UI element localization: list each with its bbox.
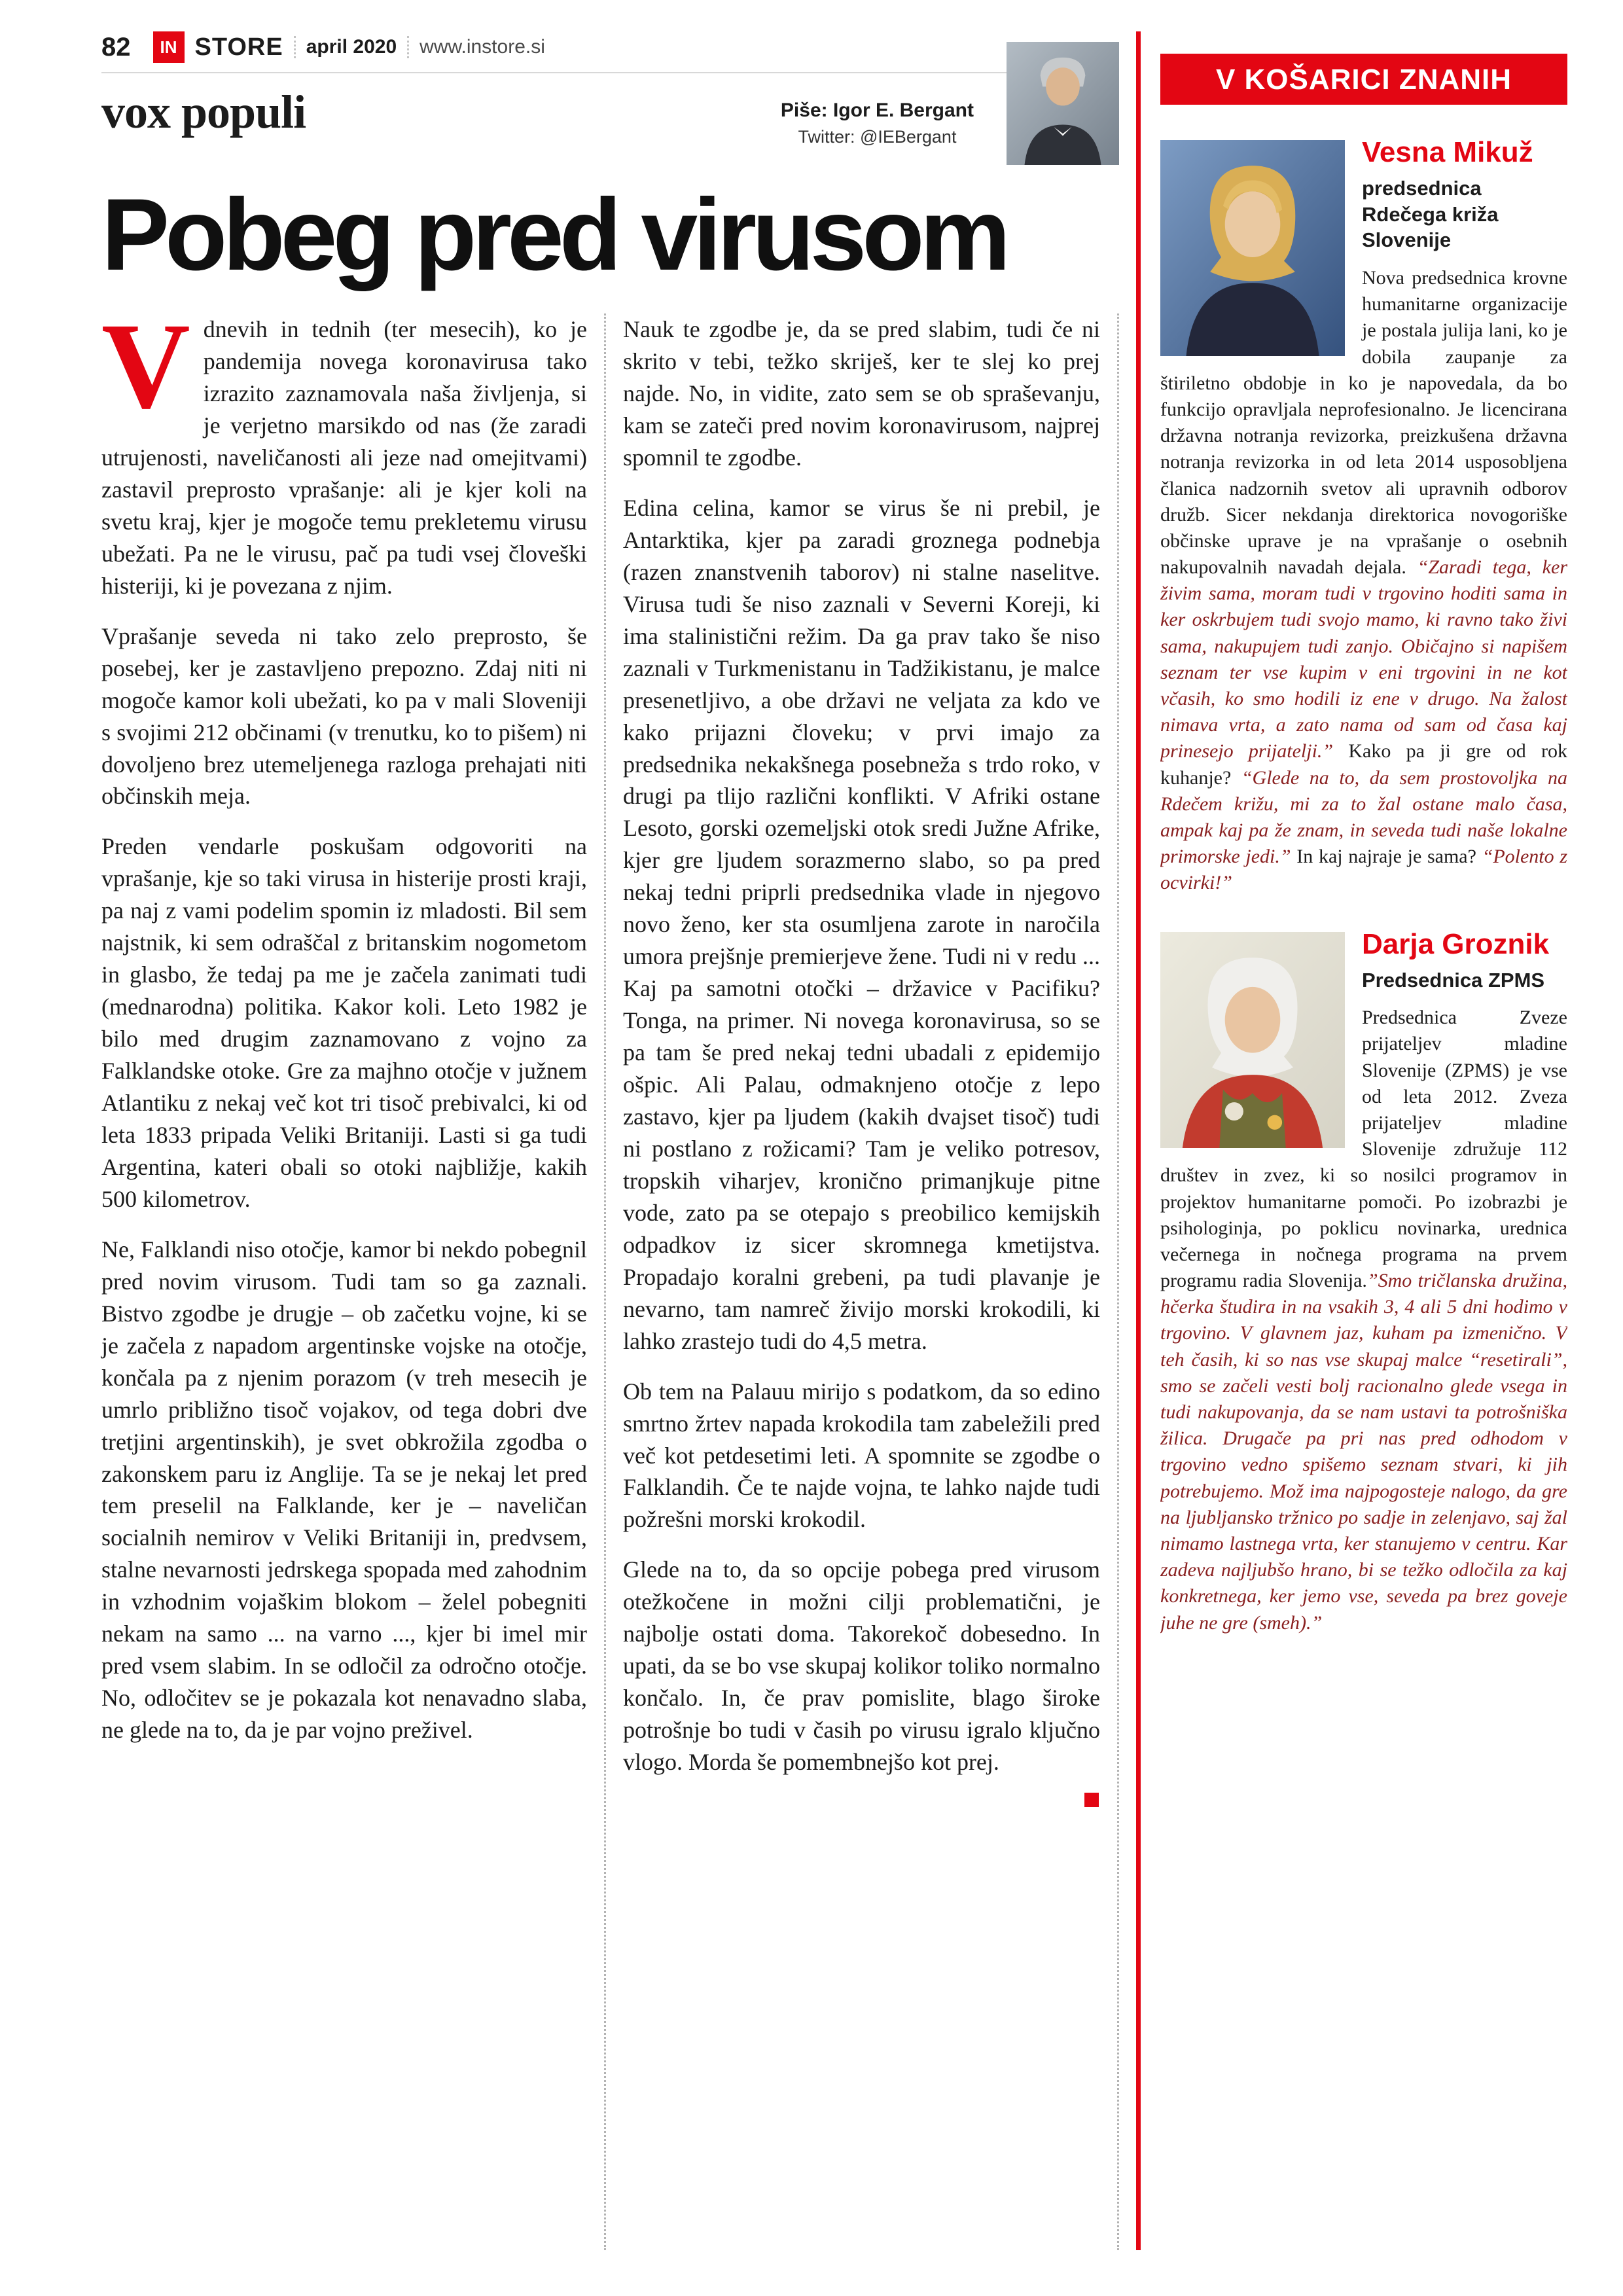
profile-darja-groznik: [1160, 925, 1567, 1636]
darja-groznik-photo: [1160, 932, 1345, 1148]
instore-logo-icon: IN: [153, 31, 185, 63]
byline: [781, 85, 974, 147]
page-content: [101, 31, 1567, 2250]
profile-vesna-mikuz: [1160, 134, 1567, 897]
author-portrait-image: [1007, 42, 1119, 165]
paragraph-text: dnevih in tednih (ter mesecih), ko je pandemija novega koronavirusa tako izrazito zaznamovala naša življenja, si je verjetno marsikdo od nas (že zaradi utrujenosti, naveličanosti ali jeze nad omejitvami) zastavil preprosto vprašanje: ali je kjer koli na svetu kraj, kjer je mogoče temu prekletemu virusu ubežati. Pa ne le virusu, pač pa tudi vsej človeški histeriji, ki je povezana z njim.: [101, 316, 587, 599]
profile-name: Vesna Mikuž: [1362, 136, 1533, 168]
paragraph: Edina celina, kamor se virus še ni prebil, je Antarktika, kjer pa zaradi groznega podnebja (razen znanstvenih taborov) ni stalne naselitve. Virusa tudi še niso zaznali v Severni Koreji, ki ima stalinistični režim. Da ga prav tako še niso zaznali v Turkmenistanu in Tadžikistanu, je malce presenetljivo, a obe državi ne veljata za kdo ve kako prijazni človeku; v prvi imajo za predsednika nekakšnega posebneža s trdo roko, v drugi pa tlijo različni konflikti. V Afriki ostane Lesoto, gorski ozemeljski otok sredi Južne Afrike, kjer gre ljudem sorazmerno slabo, so pa pred nekaj tedni priprli predsednika vlade in njegovo novo ženo, ker sta osumljena zarote in naročila umora prejšnje premierjeve žene. Tudi ni v redu ... Kaj pa samotni otočki – državice v Pacifiku? Tonga, na primer. Ni novega koronavirusa, so se pa tam še pred nekaj tedni ubadali z epidemijo ošpic. Ali Palau, odmaknjeno otočje z lepo zastavo, kjer pa ljudem (kakih dvajset tisoč) tudi ni postlano z rožicami? Tam je veliko potresov, tropskih viharjev, kronično primanjkuje pitne vode, zato pa se otepajo s preobilico kemijskih odpadkov iz sicer skromnega kmetijstva. Propadajo koralni grebeni, pa tudi plavanje je nevarno, tam namreč živijo morski krokodili, ki lahko zrastejo tudi do 4,5 metra.: [623, 494, 1100, 1354]
paragraph: Ob tem na Palauu mirijo s podatkom, da so edino smrtno žrtev napada krokodila tam zabeležili pred več kot petdesetimi leti. A spomnite se zgodbe o Falklandih. Če te najde vojna, te lahko najde tudi požrešni morski krokodil.: [623, 1378, 1100, 1533]
logo-issue-date: april 2020: [306, 36, 397, 58]
vesna-mikuz-portrait-image: [1160, 140, 1345, 356]
paragraph: Glede na to, da so opcije pobega pred virusom otežkočene in možni cilji problematični, je najbolje ostati doma. Takorekoč dobesedno. In upati, da se bo vse skupaj kolikor toliko normalno končalo. In, če prav pomislite, blago široke potrošnje bo tudi v časih po virusu igralo ključno vlogo. Morda še pomembnejšo kot prej.: [623, 1556, 1100, 1776]
page-header: [101, 31, 1119, 73]
paragraph: Nauk te zgodbe je, da se pred slabim, tudi če ni skrito v tebi, težko skriješ, ker te slej ko prej najde. No, in vidite, zato sem se ob spraševanju, kam se zateči pred novim koronavirusom, najprej spomnil te zgodbe.: [623, 316, 1100, 471]
article-end-mark: [1084, 1793, 1099, 1807]
section-header: [101, 73, 1119, 165]
logo-separator: [407, 36, 409, 58]
logo-website-link[interactable]: www.instore.si: [419, 36, 545, 58]
profile-bio: Nova predsednica krovne humanitarne organizacije je postala julija lani, ko je dobila zaupanje za štiriletno obdobje in ko je napovedala, da bo funkcijo opravljala neprofesionalno. Je licencirana državna notranja revizorka, preizkušena državna notranja revizorka in od leta 2014 usposobljena članica nadzornih svetov ali upravnih odborov družb. Sicer nekdanja direktorica novogoriške občinske uprave je na vprašanje o osebnih nakupovalnih navadah dejala. “Zaradi tega, ker živim sama, moram tudi v trgovino hoditi sama in ker oskrbujem tudi svojo mamo, ki ravno tako živi sama, nakupujem tudi zanjo. Običajno si napišem seznam ter vse kupim v eni trgovini in ne kot včasih, ko smo hodili iz ene v drugo. Na žalost nimava vrta, a zato nama od sam od časa kaj prinesejo prijatelji.” Kako pa ji gre od rok kuhanje? “Glede na to, da sem prostovoljka na Rdečem križu, mi za to žal ostane malo časa, ampak kaj pa že znam, in seveda tudi naše lokalne primorske jedi.” In kaj najraje je sama? “Polento z ocvirki!”: [1160, 267, 1567, 894]
profile-role: predsednica Rdečega križa Slovenije: [1362, 177, 1499, 252]
article-title: Pobeg pred virusom: [101, 178, 1007, 292]
article-columns: [101, 297, 1119, 2250]
vesna-mikuz-photo: [1160, 140, 1345, 356]
paragraph: Preden vendarle poskušam odgovoriti na vprašanje, kje so taki virusa in histerije prosti kraji, pa naj z vami podelim spomin iz mladosti. Bil sem najstnik, ki sem odraščal z britanskim nogometom in glasbo, že tedaj pa me je začela zanimati tudi (mednarodna) politika. Kakor koli. Leto 1982 je bilo med drugim zaznamovano z vojno za Falklandske otoke. Gre za majhno otočje v južnem Atlantiku z nekaj več kot tri tisoč prebivalci, ki od leta 1833 pripada Veliki Britaniji. Lasti si ga tudi Argentina, kateri obali so otoki najbližje, kakih 500 kilometrov.: [101, 833, 587, 1212]
article-end-row: [623, 1793, 1100, 1810]
article-column-1: [101, 297, 587, 2250]
byline-author: Piše: Igor E. Bergant: [780, 99, 974, 121]
instore-logo: [153, 31, 545, 63]
article-area: [101, 31, 1119, 2250]
author-photo: [1007, 42, 1119, 165]
profile-bio: Predsednica Zveze prijateljev mladine Slovenije (ZPMS) je vse od leta 2012. Zveza prijateljev mladine Slovenije združuje 112 društev in zvez, ki so nosilci programov in projektov humanitarne pomoči. Po izobrazbi je psihologinja, po poklicu novinarka, urednica večernega in nočnega programa na prvem programu radia Slovenija.”Smo tričlanska družina, hčerka študira in na vsakih 3, 4 ali 5 dni hodimo v trgovino. V glavnem jaz, kuham pa izmenično. V teh časih, ki so nas vse skupaj malce “resetirali”, smo se začeli vesti bolj racionalno glede vsega in tudi nakupovanja, da se nam ustavi ta potrošniška žilica. Drugače pa pri nas pred odhodom v trgovino vedno spišemo seznam stvari, ki jih potrebujemo. Mož ima najpogosteje nalogo, da gre na ljubljansko tržnico po sadje in zelenjavo, saj žal nimamo lastnega vrta, ker stanujemo v centru. Kar zadeva najljubšo hrano, bi se težko odločila za kaj konkretnega, ker jemo vse, seveda pa brez goveje juhe ne gre (smeh).”: [1160, 1007, 1567, 1634]
logo-store-text: STORE: [194, 33, 283, 61]
page-number: 82: [101, 32, 131, 62]
profile-role: Predsednica ZPMS: [1362, 968, 1545, 992]
paragraph: [101, 297, 587, 602]
profile-name: Darja Groznik: [1362, 927, 1550, 960]
darja-groznik-portrait-image: [1160, 932, 1345, 1148]
paragraph: Ne, Falklandi niso otočje, kamor bi nekdo pobegnil pred novim virusom. Tudi tam so ga zaznali. Bistvo zgodbe je drugje – ob začetku vojne, ki se je začela z napadom argentinske vojske na otočje, končala pa z njenim porazom (v treh mesecih je umrlo približno tisoč vojakov, od tega dobri dve tretjini argentinskih), je svet obkrožila zgodba o zakonskem paru iz Anglije. Ta se je nekaj let pred tem preselil na Falklande, ker je – naveličan socialnih nemirov v Veliki Britaniji in, predvsem, stalne nevarnosti jedrskega spopada med zahodnim in vzhodnim vojaškim blokom – želel pobegniti nekam na samo ... na varno ..., kjer bi imel mir pred vsem slabim. In se odločil za odročno otočje. No, odločitev se je pokazala kot nenavadno slaba, ne glede na to, da je par vojno preživel.: [101, 1236, 587, 1744]
article-column-2: [604, 314, 1119, 2250]
byline-twitter-link[interactable]: Twitter: @IEBergant: [798, 127, 957, 147]
section-title: vox populi: [101, 86, 306, 138]
logo-separator: [294, 36, 296, 58]
sidebar: [1136, 31, 1567, 2250]
drop-cap: V: [101, 297, 190, 435]
paragraph: Vprašanje seveda ni tako zelo preprosto, še posebej, ker je zastavljeno prepozno. Zdaj niti ni mogoče kamor koli ubežati, ko pa v mali Sloveniji s svojimi 212 občinami (v trenutku, ko to pišem) ni dovoljeno brez utemeljenega razloga prehajati niti občinskih meja.: [101, 622, 587, 810]
sidebar-banner: V KOŠARICI ZNANIH: [1160, 54, 1567, 105]
